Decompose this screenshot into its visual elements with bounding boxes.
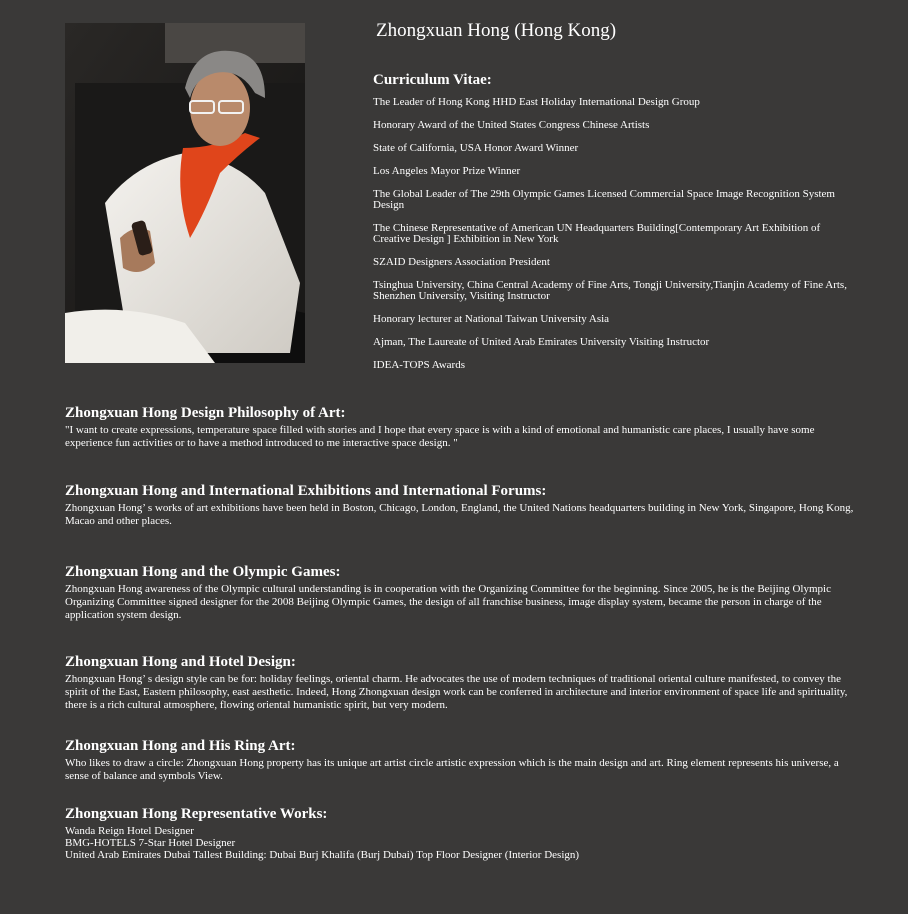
page-title: Zhongxuan Hong (Hong Kong) bbox=[376, 20, 617, 41]
works-section bbox=[65, 805, 855, 861]
exhibitions-heading: Zhongxuan Hong and International Exhibitions and International Forums: bbox=[65, 483, 547, 499]
philosophy-heading: Zhongxuan Hong Design Philosophy of Art: bbox=[65, 405, 346, 421]
ring-heading: Zhongxuan Hong and His Ring Art: bbox=[65, 738, 296, 754]
exhibitions-text: Zhongxuan Hong’ s works of art exhibitions have been held in Boston, Chicago, London, England, the United Nations headquarters building in New York, Singapore, Hong Kong, Macao and other places. bbox=[65, 502, 854, 527]
ring-text: Who likes to draw a circle: Zhongxuan Hong property has its unique art artist circle artistic expression which is the main design and art. Ring element represents his universe, a sense of balance and symbols View. bbox=[65, 757, 839, 782]
cv-item: Ajman, The Laureate of United Arab Emirates University Visiting Instructor bbox=[373, 336, 710, 348]
work-item: United Arab Emirates Dubai Tallest Building: Dubai Burj Khalifa (Burj Dubai) Top Floor Designer (Interior Design) bbox=[65, 849, 580, 861]
portrait-photo-icon bbox=[65, 23, 305, 363]
cv-item: Honorary Award of the United States Congress Chinese Artists bbox=[373, 119, 650, 131]
cv-item: Honorary lecturer at National Taiwan University Asia bbox=[373, 313, 610, 325]
hotel-text: Zhongxuan Hong’ s design style can be for: holiday feelings, oriental charm. He advocates the use of modern techniques of traditional oriental culture manifested, to convey the spirit of the East, Eastern philosophy, east aesthetic. Indeed, Hong Zhongxuan design work can be conferred in architecture and interior environment of space life and spirituality, there is a rich cultural atmosphere, flowing oriental humanistic spirit, but very modern. bbox=[65, 673, 848, 711]
philosophy-text: "I want to create expressions, temperature space filled with stories and I hope that every space is with a kind of emotional and humanistic care places, I usually have some experience fun activities or to have a method introduced to me interactive space design. " bbox=[65, 424, 815, 449]
cv-heading: Curriculum Vitae: bbox=[373, 72, 492, 88]
ring-section bbox=[65, 737, 855, 783]
works-list bbox=[65, 825, 855, 861]
cv-item: Tsinghua University, China Central Academy of Fine Arts, Tongji University,Tianjin Academy of Fine Arts, Shenzhen University, Visiting Instructor bbox=[373, 279, 847, 302]
olympics-section bbox=[65, 563, 855, 622]
cv-item: IDEA-TOPS Awards bbox=[373, 359, 465, 371]
works-heading: Zhongxuan Hong Representative Works: bbox=[65, 806, 328, 822]
cv-list bbox=[373, 97, 848, 383]
exhibitions-section bbox=[65, 482, 855, 528]
philosophy-section bbox=[65, 404, 855, 450]
hotel-heading: Zhongxuan Hong and Hotel Design: bbox=[65, 654, 296, 670]
portrait-photo bbox=[65, 23, 305, 363]
cv-item: The Global Leader of The 29th Olympic Games Licensed Commercial Space Image Recognition System Design bbox=[373, 188, 835, 211]
cv-item: State of California, USA Honor Award Winner bbox=[373, 142, 579, 154]
hotel-section bbox=[65, 653, 855, 712]
cv-item: The Leader of Hong Kong HHD East Holiday International Design Group bbox=[373, 96, 700, 108]
olympics-heading: Zhongxuan Hong and the Olympic Games: bbox=[65, 564, 341, 580]
cv-item: The Chinese Representative of American UN Headquarters Building[Contemporary Art Exhibition of Creative Design ] Exhibition in New York bbox=[373, 222, 821, 245]
cv-item: SZAID Designers Association President bbox=[373, 256, 550, 268]
cv-item: Los Angeles Mayor Prize Winner bbox=[373, 165, 521, 177]
work-item: Wanda Reign Hotel Designer bbox=[65, 825, 194, 837]
olympics-text: Zhongxuan Hong awareness of the Olympic cultural understanding is in cooperation with the Organizing Committee for the beginning. Since 2005, he is the Beijing Olympic Organizing Committee signed designer for the 2008 Beijing Olympic Games, the design of all franchise business, image display system, became the person in charge of the application system design. bbox=[65, 583, 831, 621]
sections-container bbox=[65, 404, 855, 861]
work-item: BMG-HOTELS 7-Star Hotel Designer bbox=[65, 837, 236, 849]
